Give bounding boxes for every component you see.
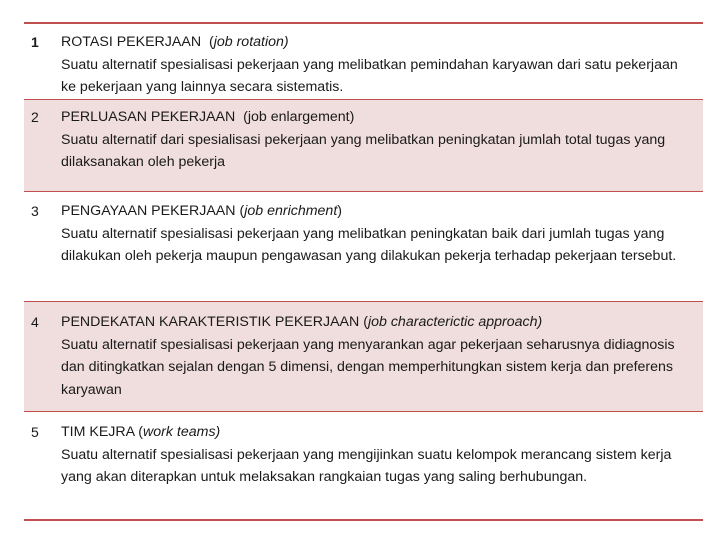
- row-content: [61, 106, 703, 191]
- row-title: ROTASI PEKERJAAN: [61, 34, 202, 50]
- row-title: PENDEKATAN KARAKTERISTIK PEKERJAAN: [61, 314, 360, 330]
- row-heading: [61, 31, 695, 54]
- row-content: [61, 421, 703, 519]
- row-heading: [61, 421, 695, 444]
- row-heading: [61, 311, 695, 334]
- row-content: [61, 200, 703, 301]
- table-row: [24, 24, 703, 100]
- row-number: 5: [31, 424, 39, 440]
- table-row: [24, 302, 703, 412]
- row-content: [61, 31, 703, 99]
- row-number: 4: [31, 314, 39, 330]
- row-term-close: ): [337, 203, 342, 219]
- row-term-open: (: [208, 34, 214, 50]
- row-term: work teams): [143, 424, 221, 440]
- row-term: (job enlargement): [243, 109, 355, 125]
- table-row: [24, 100, 703, 192]
- row-heading: [61, 106, 695, 129]
- row-number: 3: [31, 203, 39, 219]
- row-title: TIM KEJRA: [61, 424, 135, 440]
- row-description: Suatu alternatif spesialisasi pekerjaan yang mengijinkan suatu kelompok merancang sistem kerja yang akan diterapkan untuk melaksakan rangkaian tugas yang saling berhubungan.: [61, 446, 672, 485]
- row-term-open: (: [239, 203, 245, 219]
- row-term-open: (: [363, 314, 368, 330]
- row-term-open: (: [138, 424, 144, 440]
- job-design-table: [24, 22, 703, 521]
- row-term: job enrichment: [244, 203, 338, 219]
- table-row: [24, 412, 703, 521]
- row-term: job characterictic approach): [367, 314, 543, 330]
- row-heading: [61, 200, 695, 223]
- row-number: 2: [31, 109, 39, 125]
- table-row: [24, 192, 703, 302]
- row-description: Suatu alternatif dari spesialisasi pekerjaan yang melibatkan peningkatan jumlah total tugas yang dilaksanakan oleh pekerja: [61, 131, 666, 170]
- row-content: [61, 311, 703, 411]
- row-number: 1: [31, 34, 39, 50]
- row-description: Suatu alternatif spesialisasi pekerjaan yang melibatkan peningkatan baik dari jumlah tugas yang dilakukan oleh pekerja maupun pengawasan yang dilakukan pekerja terhadap pekerjaan tersebut.: [61, 225, 677, 264]
- row-description: Suatu alternatif spesialisasi pekerjaan yang melibatkan pemindahan karyawan dari satu pekerjaan ke pekerjaan yang lainnya secara sistematis.: [61, 56, 678, 95]
- row-description: Suatu alternatif spesialisasi pekerjaan yang menyarankan agar pekerjaan seharusnya didiagnosis dan ditingkatkan sejalan dengan 5 dimensi, dengan memperhitungkan sistem kerja dan preferens karyawan: [61, 336, 675, 398]
- row-title: PERLUASAN PEKERJAAN: [61, 109, 236, 125]
- row-term: job rotation): [213, 34, 289, 50]
- row-title: PENGAYAAN PEKERJAAN: [61, 203, 236, 219]
